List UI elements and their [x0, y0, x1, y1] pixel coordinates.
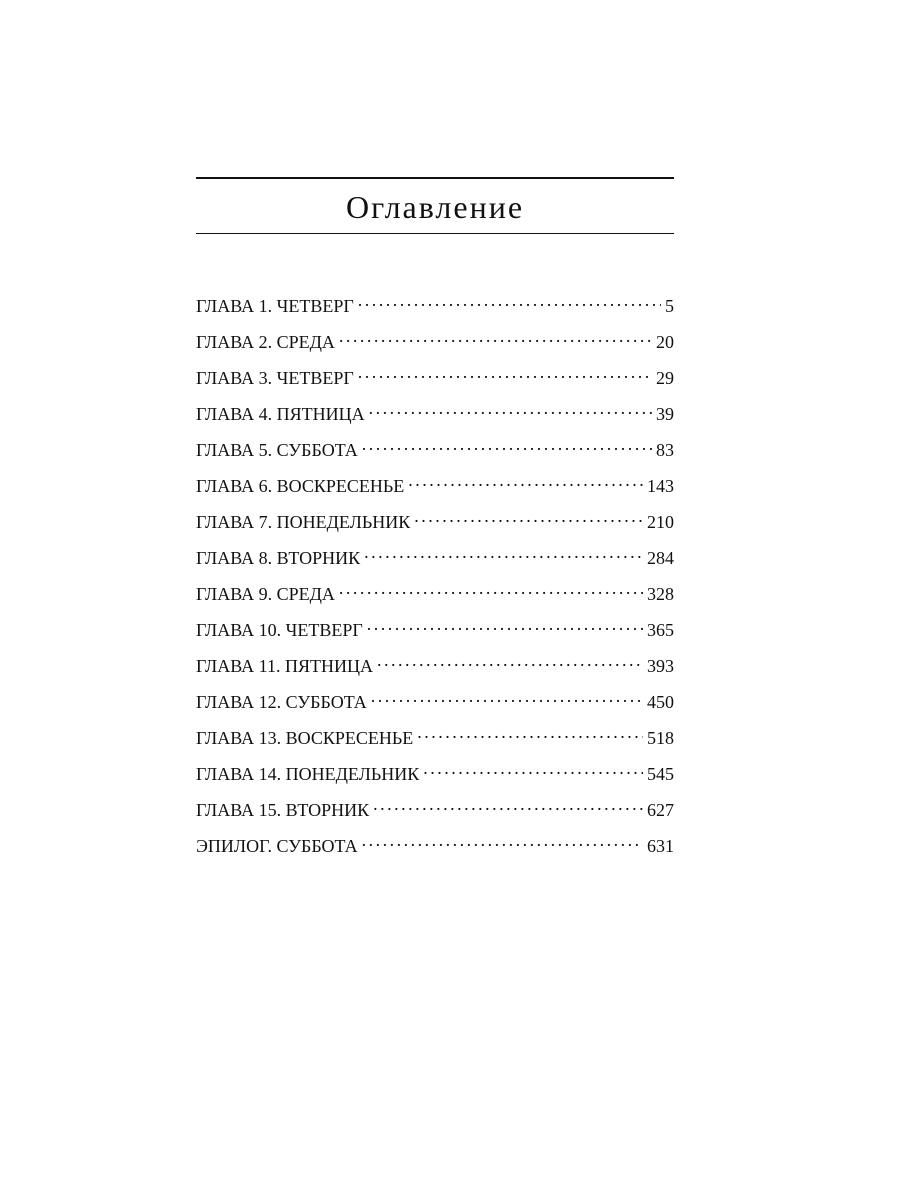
toc-entry[interactable] — [196, 722, 674, 758]
dot-leader — [373, 794, 643, 816]
page-title: Оглавление — [345, 189, 525, 225]
dot-leader — [362, 830, 643, 852]
dot-leader — [369, 398, 652, 420]
toc-entry-page: 5 — [665, 295, 674, 316]
dot-leader — [364, 542, 643, 564]
dot-leader — [362, 434, 652, 456]
toc-entry-page: 393 — [647, 655, 674, 676]
toc-entry-page: 29 — [656, 367, 674, 388]
toc-entry[interactable] — [196, 758, 674, 794]
toc-entry-label: ГЛАВА 8. ВТОРНИК — [196, 547, 361, 568]
toc-entry[interactable] — [196, 794, 674, 830]
toc-entry-page: 83 — [656, 439, 674, 460]
toc-entry-page: 631 — [647, 835, 674, 856]
toc-entry-label: ГЛАВА 15. ВТОРНИК — [196, 799, 370, 820]
toc-entry[interactable] — [196, 830, 674, 866]
dot-leader — [423, 758, 643, 780]
toc-entry-page: 284 — [647, 547, 674, 568]
toc-entry[interactable] — [196, 542, 674, 578]
toc-entry-label: ГЛАВА 14. ПОНЕДЕЛЬНИК — [196, 763, 420, 784]
toc-header — [196, 177, 674, 234]
toc-entry[interactable] — [196, 326, 674, 362]
toc-entry-label: ГЛАВА 9. СРЕДА — [196, 583, 335, 604]
toc-entry[interactable] — [196, 686, 674, 722]
toc-entry[interactable] — [196, 434, 674, 470]
dot-leader — [358, 290, 661, 312]
toc-entry-page: 39 — [656, 403, 674, 424]
toc-entry-page: 143 — [647, 475, 674, 496]
dot-leader — [414, 506, 643, 528]
dot-leader — [339, 326, 652, 348]
toc-entry-page: 328 — [647, 583, 674, 604]
toc-entry-label: ГЛАВА 12. СУББОТА — [196, 691, 367, 712]
toc-entry[interactable] — [196, 398, 674, 434]
toc-entry-page: 518 — [647, 727, 674, 748]
toc-entry-label: ГЛАВА 6. ВОСКРЕСЕНЬЕ — [196, 475, 405, 496]
dot-leader — [377, 650, 643, 672]
toc-entry[interactable] — [196, 614, 674, 650]
toc-entry[interactable] — [196, 290, 674, 326]
dot-leader — [408, 470, 643, 492]
toc-entry[interactable] — [196, 470, 674, 506]
toc-entry[interactable] — [196, 650, 674, 686]
toc-entry-label: ГЛАВА 3. ЧЕТВЕРГ — [196, 367, 354, 388]
dot-leader — [371, 686, 643, 708]
dot-leader — [417, 722, 643, 744]
toc-entry-page: 545 — [647, 763, 674, 784]
toc-list — [196, 290, 674, 866]
dot-leader — [358, 362, 652, 384]
toc-entry-label: ГЛАВА 2. СРЕДА — [196, 331, 335, 352]
toc-entry[interactable] — [196, 506, 674, 542]
toc-entry[interactable] — [196, 362, 674, 398]
toc-entry-label: ЭПИЛОГ. СУББОТА — [196, 835, 358, 856]
toc-entry-label: ГЛАВА 1. ЧЕТВЕРГ — [196, 295, 354, 316]
toc-entry-page: 627 — [647, 799, 674, 820]
toc-entry-page: 365 — [647, 619, 674, 640]
toc-entry-page: 450 — [647, 691, 674, 712]
toc-entry-label: ГЛАВА 13. ВОСКРЕСЕНЬЕ — [196, 727, 414, 748]
toc-entry-page: 20 — [656, 331, 674, 352]
toc-entry-label: ГЛАВА 11. ПЯТНИЦА — [196, 655, 373, 676]
dot-leader — [367, 614, 643, 636]
toc-entry-label: ГЛАВА 10. ЧЕТВЕРГ — [196, 619, 363, 640]
toc-entry-page: 210 — [647, 511, 674, 532]
toc-entry-label: ГЛАВА 5. СУББОТА — [196, 439, 358, 460]
toc-entry-label: ГЛАВА 7. ПОНЕДЕЛЬНИК — [196, 511, 411, 532]
dot-leader — [339, 578, 643, 600]
toc-entry-label: ГЛАВА 4. ПЯТНИЦА — [196, 403, 365, 424]
toc-entry[interactable] — [196, 578, 674, 614]
